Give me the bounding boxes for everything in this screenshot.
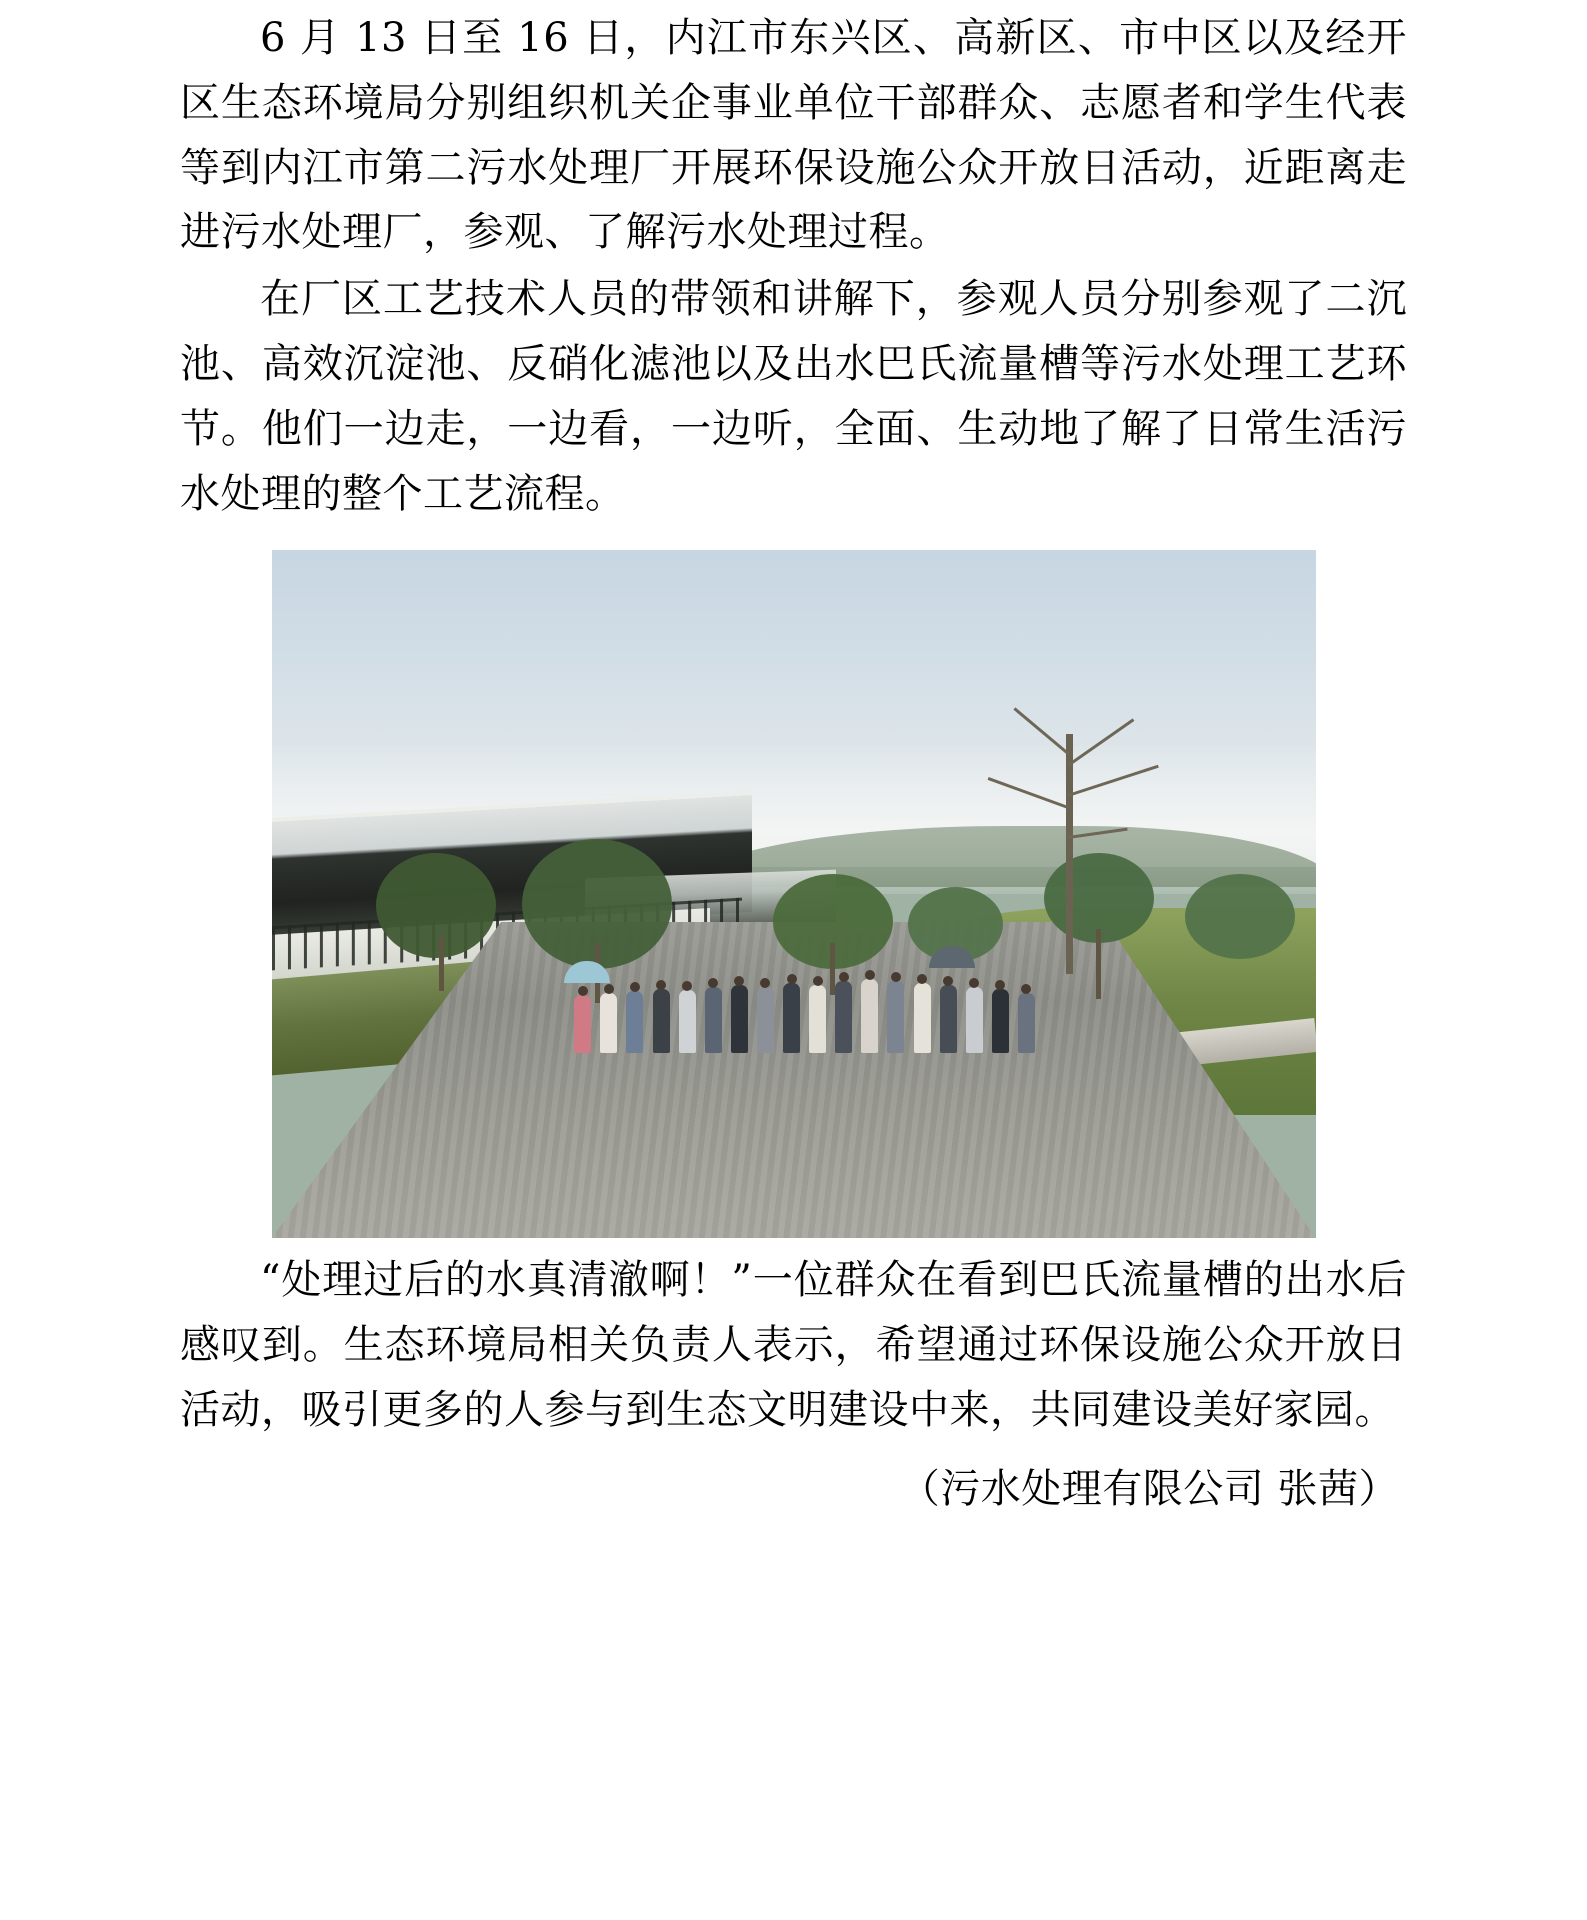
photo-person xyxy=(887,981,904,1053)
photo-bare-branch xyxy=(1068,828,1128,839)
photo-crowd xyxy=(553,929,1075,1053)
photo-person xyxy=(731,985,748,1053)
photo-tree-6 xyxy=(1185,874,1295,959)
photo-bare-branch xyxy=(1014,708,1070,755)
photo-person xyxy=(600,993,617,1053)
signature-line: （污水处理有限公司 张茜） xyxy=(899,1465,1399,1512)
paragraph-3: “处理过后的水真清澈啊！”一位群众在看到巴氏流量槽的出水后感叹到。生态环境局相关负责人表示，希望通过环保设施公众开放日活动，吸引更多的人参与到生态文明建设中来，共同建设美好家园。 xyxy=(180,1257,1407,1433)
photo-person xyxy=(992,989,1009,1053)
photo-person xyxy=(1018,993,1035,1053)
photo-person xyxy=(809,985,826,1053)
photo-plant-visit xyxy=(272,550,1316,1238)
photo-person xyxy=(861,979,878,1053)
photo-tree-trunk-1 xyxy=(439,936,444,991)
paragraph-1: 6 月 13 日至 16 日，内江市东兴区、高新区、市中区以及经开区生态环境局分别组织机关企事业单位干部群众、志愿者和学生代表等到内江市第二污水处理厂开展环保设施公众开放日活动，近距离走进污水处理厂，参观、了解污水处理过程。 xyxy=(180,15,1407,256)
photo-tree-1 xyxy=(376,853,496,958)
figure-visit-photo xyxy=(180,550,1407,1238)
photo-bare-branch xyxy=(1068,765,1159,797)
photo-person xyxy=(653,989,670,1053)
photo-person xyxy=(783,983,800,1053)
photo-person xyxy=(679,990,696,1053)
photo-umbrella-1 xyxy=(564,961,610,983)
photo-bare-branch xyxy=(988,777,1069,809)
photo-umbrella-2 xyxy=(929,946,975,968)
photo-person xyxy=(574,995,591,1053)
photo-person xyxy=(705,987,722,1053)
photo-person xyxy=(626,991,643,1053)
photo-person xyxy=(835,981,852,1053)
photo-person xyxy=(914,983,931,1053)
paragraph-2: 在厂区工艺技术人员的带领和讲解下，参观人员分别参观了二沉池、高效沉淀池、反硝化滤池以及出水巴氏流量槽等污水处理工艺环节。他们一边走，一边看，一边听，全面、生动地了解了日常生活污水处理的整个工艺流程。 xyxy=(180,276,1407,517)
photo-person xyxy=(940,985,957,1053)
photo-person xyxy=(966,987,983,1053)
photo-bare-branch xyxy=(1067,719,1134,767)
photo-person xyxy=(757,987,774,1053)
